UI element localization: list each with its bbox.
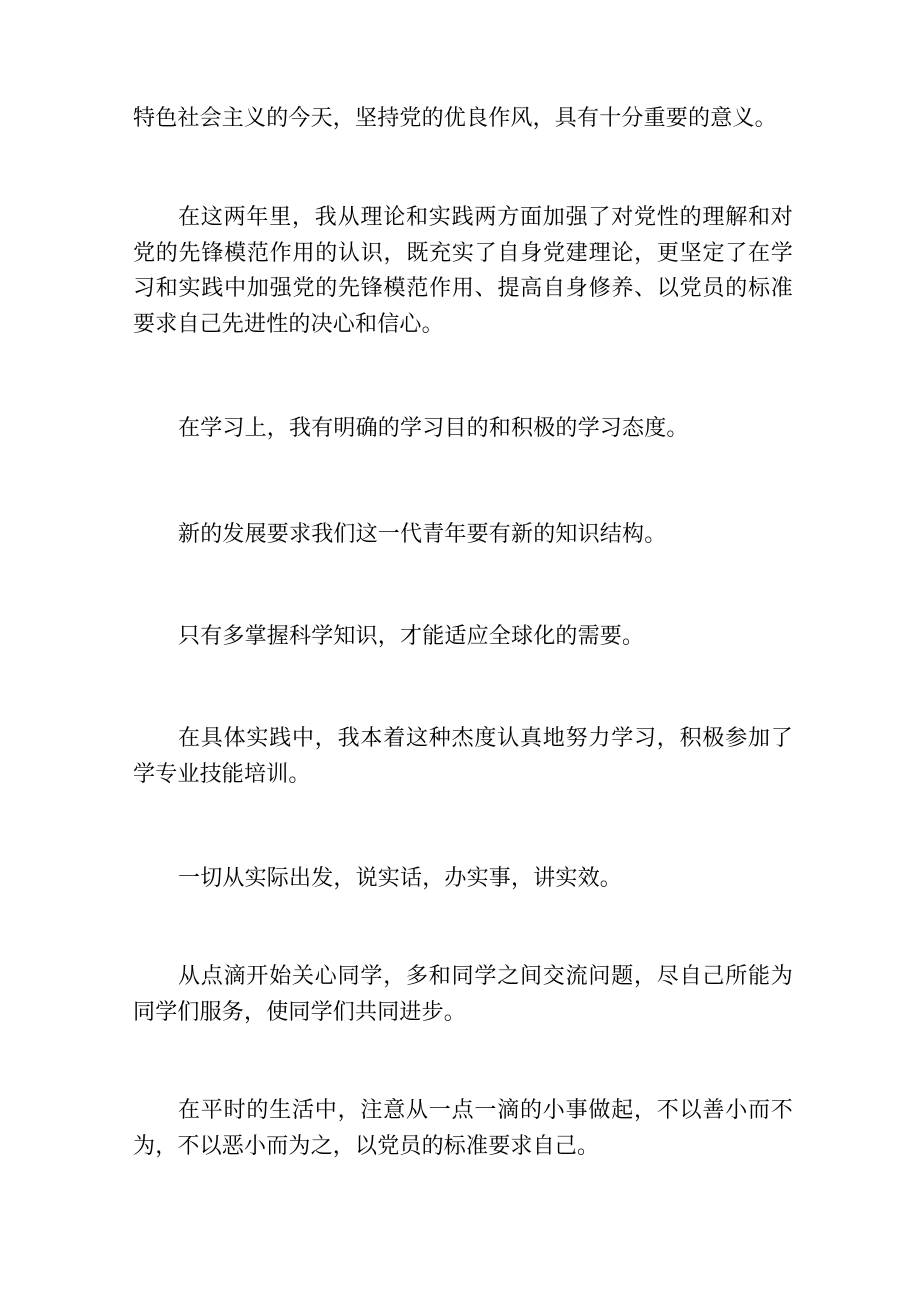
paragraph-science-knowledge: 只有多掌握科学知识，才能适应全球化的需要。 [178,624,645,649]
paragraph-practical-approach: 一切从实际出发，说实话，办实事，讲实效。 [178,866,623,891]
paragraph-study-attitude: 在学习上，我有明确的学习目的和积极的学习态度。 [178,416,689,441]
paragraph-party-understanding: 在这两年里，我从理论和实践两方面加强了对党性的理解和对党的先锋模范作用的认识，既充实了自身党建理论，更坚定了在学习和实践中加强党的先锋模范作用、提高自身修养、以党员的标准要求自己先进性的决心和信心。 [133,205,793,337]
paragraph-practice-training: 在具体实践中，我本着这种杰度认真地努力学习，积极参加了学专业技能培训。 [133,726,793,787]
paragraph-continuation: 特色社会主义的今天，坚持党的优良作风，具有十分重要的意义。 [133,106,777,131]
paragraph-knowledge-structure: 新的发展要求我们这一代青年要有新的知识结构。 [178,522,667,547]
paragraph-daily-life: 在平时的生活中，注意从一点一滴的小事做起，不以善小而不为，不以恶小而为之，以党员的标准要求自己。 [133,1098,793,1159]
paragraph-helping-classmates: 从点滴开始关心同学，多和同学之间交流问题，尽自己所能为同学们服务，使同学们共同进步。 [133,964,793,1025]
